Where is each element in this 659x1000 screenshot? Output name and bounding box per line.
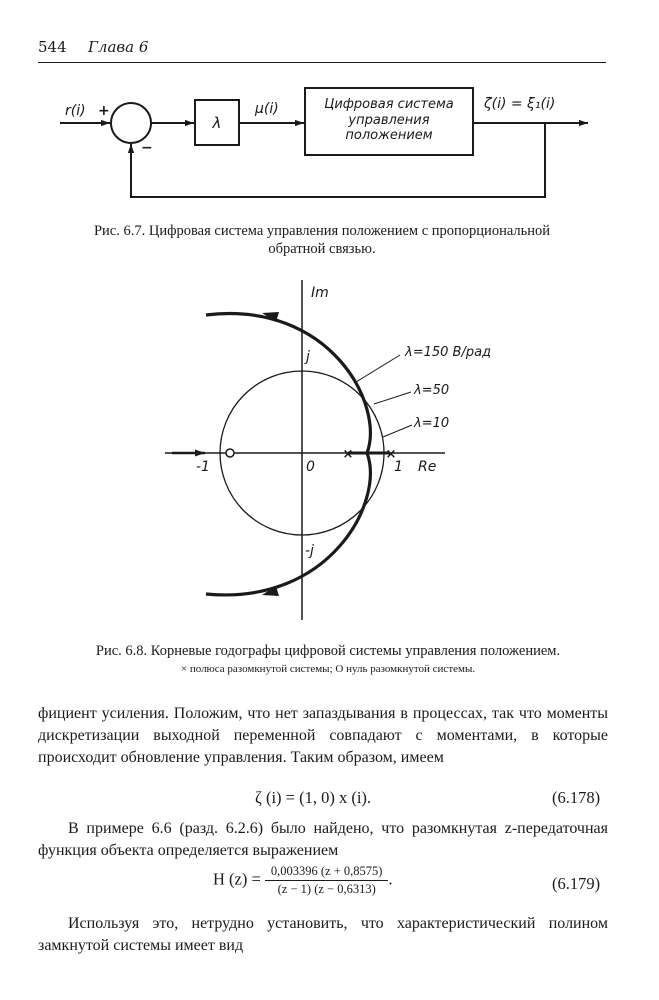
fig-6-7-caption-line1: Рис. 6.7. Цифровая система управления положением с пропорциональной — [93, 223, 551, 239]
output-label: ζ(i) = ξ₁(i) — [484, 96, 556, 112]
im-axis-label: Im — [311, 285, 329, 301]
control-label: μ(i) — [255, 101, 279, 117]
leader-line-50 — [374, 392, 411, 404]
re-axis-label: Re — [418, 459, 437, 475]
leader-line-10 — [383, 425, 412, 437]
leader-line-150 — [356, 355, 400, 382]
j-label: j — [306, 349, 310, 365]
equation-6-179-dot: . — [388, 869, 393, 889]
equation-6-179-fraction — [265, 864, 389, 897]
equation-6-178: ζ (i) = (1, 0) x (i). — [255, 788, 372, 807]
equation-6-179-numerator: 0,003396 (z + 0,8575) — [265, 864, 389, 881]
plant-label-line2: управления — [348, 113, 430, 128]
pole-marker: × — [342, 447, 354, 462]
zero-marker — [226, 449, 234, 457]
equation-6-179 — [213, 864, 393, 897]
paragraph-1: фициент усиления. Положим, что нет запаздывания в процессах, так что моменты дискретизации выходной переменной совпадают с моментами, в которые происходит обновление управления. Таким образом, имеем — [38, 705, 608, 766]
equation-6-178-number: (6.178) — [552, 788, 601, 807]
minus-one-label: -1 — [196, 459, 210, 475]
plant-label-line3: положением — [345, 128, 433, 143]
page-number: 544 — [38, 38, 67, 56]
equation-6-179-number: (6.179) — [552, 874, 601, 893]
one-label: 1 — [394, 459, 403, 475]
origin-label: 0 — [306, 459, 315, 475]
gain-label-10: λ=10 — [414, 416, 450, 431]
paragraph-2: В примере 6.6 (разд. 6.2.6) было найдено, что разомкнутая z-передаточная функция объекта определяется выражением — [38, 820, 608, 859]
plant-label-line1: Цифровая система — [324, 97, 454, 112]
fig-6-8-caption-line2: × полюса разомкнутой системы; O нуль разомкнутой системы. — [180, 663, 476, 675]
pole-marker: × — [385, 447, 397, 462]
gain-label-150: λ=150 В/рад — [405, 345, 492, 360]
paragraph-3: Используя это, нетрудно установить, что характеристический полином замкнутой системы имеет вид — [38, 915, 608, 954]
fig-6-8-caption-line1: Рис. 6.8. Корневые годографы цифровой системы управления положением. — [95, 643, 561, 659]
input-label: r(i) — [65, 103, 86, 119]
plus-sign: + — [98, 103, 110, 119]
gain-label-50: λ=50 — [414, 383, 450, 398]
gain-label: λ — [212, 114, 222, 132]
fig-6-7-caption-line2: обратной связью. — [268, 241, 376, 257]
minus-sign: − — [141, 140, 153, 156]
equation-6-179-denominator: (z − 1) (z − 0,6313) — [277, 882, 376, 896]
equation-6-179-lhs: H (z) = — [213, 869, 261, 889]
neg-j-label: -j — [305, 543, 314, 559]
chapter-title: Глава 6 — [88, 38, 149, 56]
